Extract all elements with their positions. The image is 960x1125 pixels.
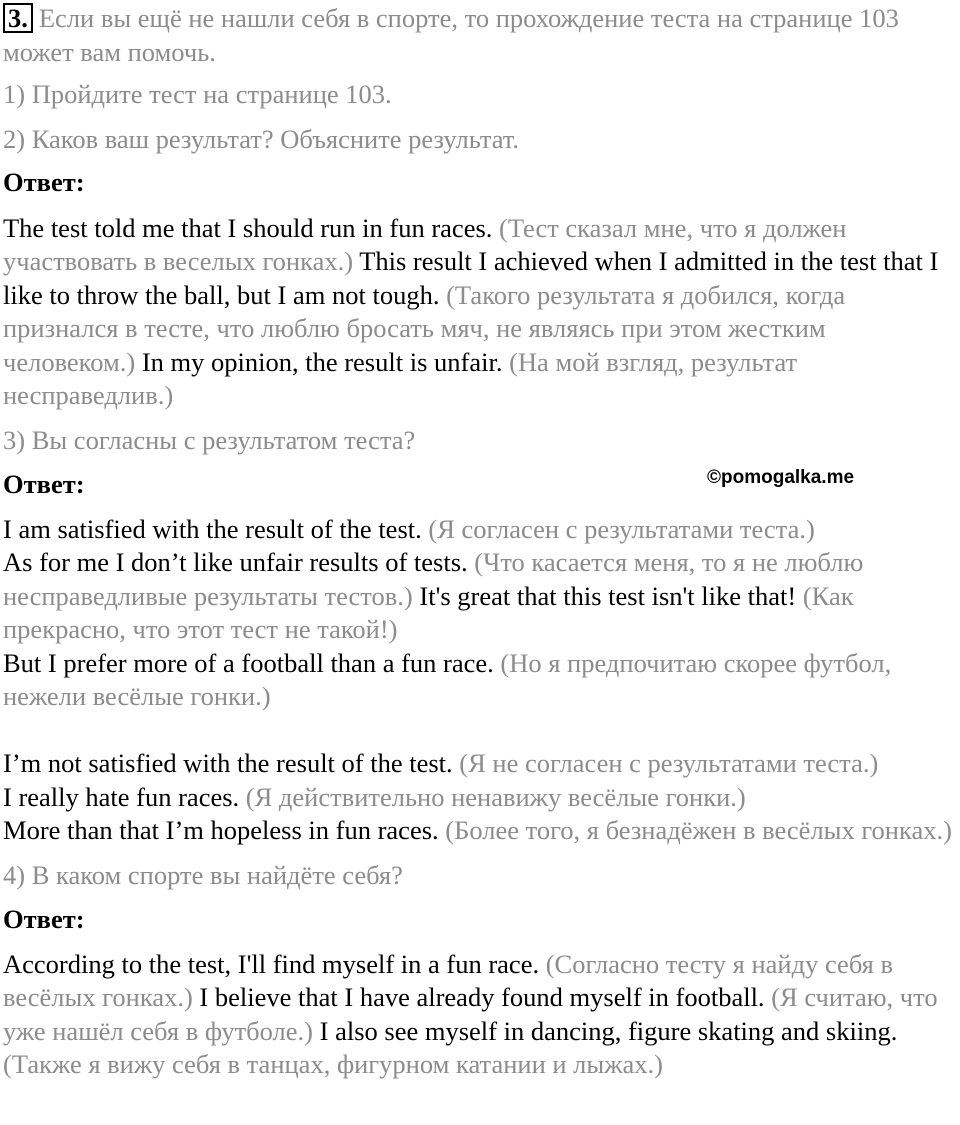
answer-4-en-2: I believe that I have already found myself in football. bbox=[199, 982, 765, 1012]
answer-3-yes-en-2: As for me I don’t like unfair results of tests. bbox=[3, 547, 468, 577]
answer-4-ru-3: (Также я вижу себя в танцах, фигурном катании и лыжах.) bbox=[3, 1049, 663, 1079]
answer-3-yes-ru-2b: (Как прекрасно, что этот тест не такой!) bbox=[3, 580, 854, 644]
answer-3-yes-line-1 bbox=[3, 513, 958, 547]
answer-2-en-2: This result I achieved when I admitted in the test that I like to throw the ball, but I am not tough. bbox=[3, 246, 939, 310]
answer-2-en-3: In my opinion, the result is unfair. bbox=[141, 346, 503, 377]
answer-4-en-3: I also see myself in dancing, figure skating and skiing. bbox=[319, 1015, 898, 1046]
answer-2-ru-1: (Тест сказал мне, что я должен участвовать в веселых гонках.) bbox=[3, 212, 847, 276]
task-intro bbox=[3, 2, 958, 69]
document-page bbox=[3, 2, 958, 1082]
answer-4 bbox=[3, 948, 958, 1082]
answer-3-no-ru-1: (Я не согласен с результатами теста.) bbox=[452, 748, 879, 778]
answer-2-ru-3: (На мой взгляд, результат несправедлив.) bbox=[3, 346, 798, 410]
answer-label-2: Ответ: bbox=[3, 167, 85, 197]
answer-3-no-en-2: I really hate fun races. bbox=[3, 781, 240, 812]
task-intro-text: Если вы ещё не нашли себя в спорте, то прохождение теста на странице 103 может вам помочь. bbox=[3, 3, 899, 67]
answer-3-yes-ru-2: (Что касается меня, то я не люблю несправедливые результаты тестов.) bbox=[3, 547, 864, 611]
answer-3-yes-ru-3: (Но я предпочитаю скорее футбол, нежели весёлые гонки.) bbox=[3, 647, 892, 711]
answer-3-yes-line-3 bbox=[3, 647, 958, 714]
answer-3-no-en-1: I’m not satisfied with the result of the test. bbox=[3, 748, 453, 778]
answer-3-no-ru-3: (Более того, я безнадёжен в весёлых гонках.) bbox=[438, 815, 952, 845]
watermark: ©pomogalka.me bbox=[707, 467, 855, 488]
answer-3-yes-line-2 bbox=[3, 546, 958, 647]
answer-2 bbox=[3, 212, 958, 413]
answer-label-3: Ответ: bbox=[3, 469, 85, 499]
question-4: 4) В каком спорте вы найдёте себя? bbox=[3, 859, 403, 890]
blank-line bbox=[3, 714, 958, 748]
question-1: 1) Пройдите тест на странице 103. bbox=[3, 79, 392, 109]
answer-3-no-line-2 bbox=[3, 781, 958, 815]
answer-2-ru-2: (Такого результата я добился, когда признался в тесте, что люблю бросать мяч, не являясь при этом жестким человеком.) bbox=[3, 279, 846, 377]
answer-3-yes-en-1: I am satisfied with the result of the test. bbox=[3, 513, 422, 544]
answer-3-no-ru-2: (Я действительно ненавижу весёлые гонки.) bbox=[239, 781, 746, 812]
answer-4-ru-2: (Я считаю, что уже нашёл себя в футболе.) bbox=[3, 982, 938, 1046]
answer-3-no-line-1 bbox=[3, 747, 958, 781]
answer-4-en-1: According to the test, I'll find myself in a fun race. bbox=[3, 948, 540, 979]
answer-3-yes-en-2b: It's great that this test isn't like that! bbox=[419, 580, 797, 611]
question-2: 2) Каков ваш результат? Объясните результат. bbox=[3, 123, 520, 154]
answer-3-yes-ru-1: (Я согласен с результатами теста.) bbox=[421, 513, 815, 544]
answer-4-ru-1: (Согласно тесту я найду себя в весёлых гонках.) bbox=[3, 948, 893, 1012]
answer-3-no-en-3: More than that I’m hopeless in fun races. bbox=[3, 815, 439, 845]
question-3: 3) Вы согласны с результатом теста? bbox=[3, 424, 416, 455]
answer-2-en-1: The test told me that I should run in fun races. bbox=[3, 212, 493, 243]
task-number-badge: 3. bbox=[3, 3, 33, 33]
answer-3-no-line-3 bbox=[3, 814, 958, 848]
answer-label-4: Ответ: bbox=[3, 904, 85, 934]
answer-3-yes-en-3: But I prefer more of a football than a fun race. bbox=[3, 647, 494, 678]
